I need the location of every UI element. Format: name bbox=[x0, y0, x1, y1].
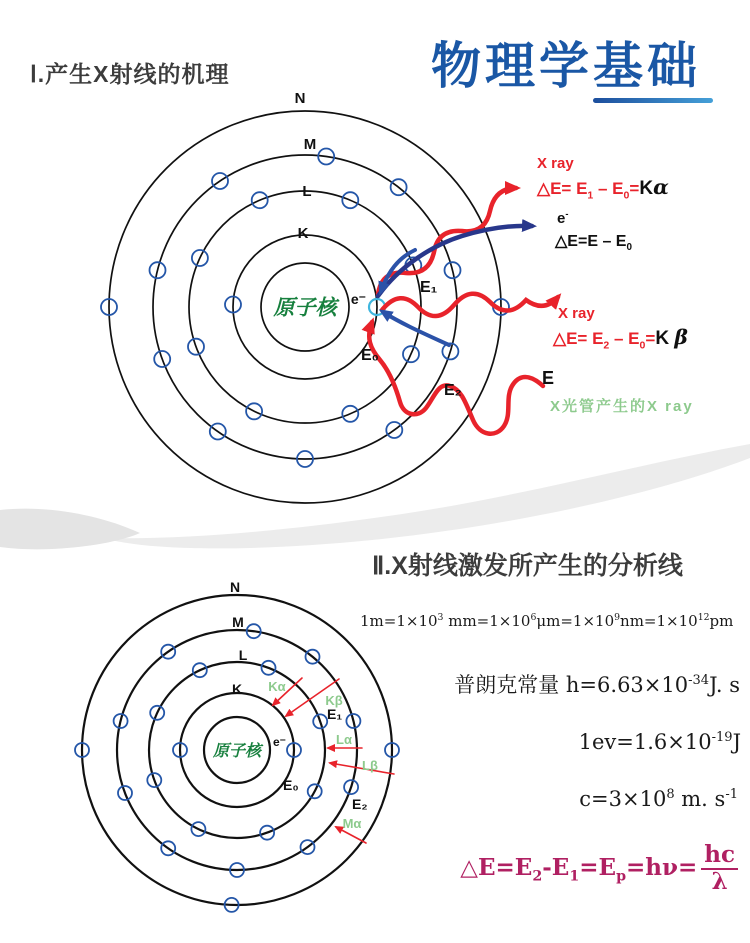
hc-over-lambda-fraction bbox=[701, 843, 738, 894]
shell-circle-K bbox=[180, 693, 294, 807]
electron bbox=[385, 743, 399, 757]
electron bbox=[101, 299, 117, 315]
title-underline bbox=[593, 98, 713, 103]
electron bbox=[445, 262, 461, 278]
electron bbox=[150, 262, 166, 278]
electron bbox=[297, 451, 313, 467]
swoosh-left-blob bbox=[0, 509, 140, 550]
electron bbox=[191, 822, 205, 836]
shell-circle-L bbox=[149, 662, 325, 838]
shell-circle-M bbox=[117, 630, 357, 870]
electron bbox=[493, 299, 509, 315]
kbeta-formula bbox=[553, 325, 688, 350]
nucleus-label: 原子核 bbox=[212, 740, 262, 760]
ejected-electron-arrow bbox=[378, 226, 532, 296]
electron bbox=[225, 297, 241, 313]
shell-circle-N bbox=[82, 595, 392, 905]
electron bbox=[318, 149, 334, 165]
formula-segment: K bbox=[655, 328, 675, 349]
shell-label-N: N bbox=[294, 90, 306, 107]
energy-level-e2: E₂ bbox=[352, 796, 368, 812]
electron bbox=[313, 714, 327, 728]
section2-heading: Ⅱ.X射线激发所产生的分析线 bbox=[372, 552, 683, 580]
planck-constant-formula: 普朗克常量 $h=6.63\times 10^{-34}J$. s bbox=[454, 673, 740, 697]
electronvolt-formula: $1ev=1.6\times 10^{-19}J$ bbox=[578, 730, 741, 754]
formula-segment: △E= $E_2 - E_0=$ bbox=[553, 329, 656, 352]
malpha-line-label: Mα bbox=[342, 816, 362, 831]
electron bbox=[193, 663, 207, 677]
kbeta-line-label: Kβ bbox=[325, 693, 343, 708]
electron bbox=[173, 743, 187, 757]
electron bbox=[247, 624, 261, 638]
ejected-electron-annotation: e- bbox=[557, 209, 569, 227]
shell-circle-L bbox=[189, 191, 421, 423]
electron bbox=[262, 661, 276, 675]
formula-segment: △E= $E_1 - E_0=$ bbox=[537, 179, 640, 202]
lbeta-line-label: Lβ bbox=[362, 758, 378, 773]
swoosh-ribbon bbox=[104, 444, 750, 548]
light-speed-formula: $c=3\times 10^8$ m. $s^{-1}$ bbox=[579, 787, 738, 811]
formula-segment: K bbox=[639, 178, 654, 199]
transition-from-e1-arrow bbox=[381, 250, 415, 291]
nucleus-label: 原子核 bbox=[273, 294, 337, 320]
electron bbox=[306, 650, 320, 664]
electron bbox=[230, 863, 244, 877]
xray-kalpha-label: X ray bbox=[537, 155, 574, 172]
electron bbox=[161, 841, 175, 855]
lalpha-line-label: Lα bbox=[336, 732, 352, 747]
electron bbox=[252, 192, 268, 208]
electron bbox=[212, 173, 228, 189]
kbeta-transition-arrow bbox=[286, 679, 339, 716]
shell-label-L: L bbox=[238, 647, 248, 663]
electron bbox=[150, 706, 164, 720]
shell-circle-K bbox=[233, 235, 377, 379]
electron bbox=[301, 840, 315, 854]
electron bbox=[75, 743, 89, 757]
electron bbox=[118, 786, 132, 800]
shell-circle-N bbox=[109, 111, 501, 503]
shell-label-L: L bbox=[302, 183, 312, 200]
shell-circle-M bbox=[153, 155, 457, 459]
electron bbox=[225, 898, 239, 912]
nucleus-circle bbox=[261, 263, 349, 351]
photoelectron-formula: △E=E – $E_0$ bbox=[555, 233, 632, 254]
electron bbox=[246, 403, 262, 419]
kalpha-line-label: Kα bbox=[268, 679, 286, 694]
section1-heading: Ⅰ.产生X射线的机理 bbox=[30, 61, 230, 87]
shell-label-N: N bbox=[229, 579, 241, 595]
kalpha-transition-arrow bbox=[273, 678, 302, 705]
electron bbox=[188, 339, 204, 355]
energy-level-e2: E₂ bbox=[444, 382, 462, 399]
formula-segment: β bbox=[674, 325, 688, 349]
incident-energy-label: E bbox=[542, 368, 555, 388]
electron bbox=[192, 250, 208, 266]
excited-electron bbox=[369, 299, 385, 315]
energy-level-e0: E₀ bbox=[283, 777, 299, 793]
electron bbox=[405, 257, 421, 273]
energy-formula-prefix: $\triangle E=E_2-E_1=E_p=h\nu=$ bbox=[460, 853, 698, 885]
shell-label-M: M bbox=[232, 614, 244, 630]
energy-level-e1: E₁ bbox=[327, 706, 343, 722]
transition-from-e2-arrow bbox=[383, 312, 449, 345]
fraction-denominator: λ bbox=[711, 868, 728, 896]
shell-label-K: K bbox=[297, 225, 309, 242]
electron bbox=[210, 424, 226, 440]
energy-level-e1: E₁ bbox=[420, 279, 438, 296]
incident-xray-wave bbox=[369, 322, 543, 434]
fraction-numerator: hc bbox=[701, 843, 738, 870]
electron bbox=[342, 192, 358, 208]
nucleus-circle bbox=[204, 717, 270, 783]
energy-level-e0: E₀ bbox=[361, 347, 379, 364]
electron bbox=[403, 346, 419, 362]
electron bbox=[391, 179, 407, 195]
xray-kbeta-label: X ray bbox=[558, 305, 595, 322]
electron bbox=[260, 826, 274, 840]
electron bbox=[114, 714, 128, 728]
electron bbox=[154, 351, 170, 367]
malpha-transition-arrow bbox=[336, 827, 366, 843]
energy-transition-formula bbox=[460, 843, 738, 894]
electron bbox=[386, 422, 402, 438]
electron bbox=[342, 406, 358, 422]
kalpha-formula bbox=[537, 175, 669, 200]
unit-conversion-formula: $1m=1\times 10^3$ $mm=1\times 10^6\mu m=1\times 10^9nm=1\times 10^{12}pm$ bbox=[360, 612, 734, 630]
electron bbox=[442, 343, 458, 359]
shell-label-M: M bbox=[303, 136, 317, 153]
electron bbox=[346, 714, 360, 728]
electron bbox=[344, 780, 358, 794]
electron bbox=[308, 784, 322, 798]
page-title: 物理学基础 bbox=[431, 38, 701, 94]
shell-label-K: K bbox=[231, 681, 243, 697]
electron bbox=[161, 645, 175, 659]
kalpha-xray-wave bbox=[378, 188, 516, 294]
electron bbox=[287, 743, 301, 757]
k-electron-label: e⁻ bbox=[272, 735, 286, 749]
electron bbox=[147, 773, 161, 787]
lbeta-transition-arrow bbox=[330, 763, 394, 774]
xray-tube-label: X光管产生的X ray bbox=[550, 398, 694, 415]
kbeta-xray-wave bbox=[382, 294, 558, 316]
ejected-electron-label: e⁻ bbox=[350, 291, 366, 307]
formula-segment: α bbox=[653, 175, 669, 199]
